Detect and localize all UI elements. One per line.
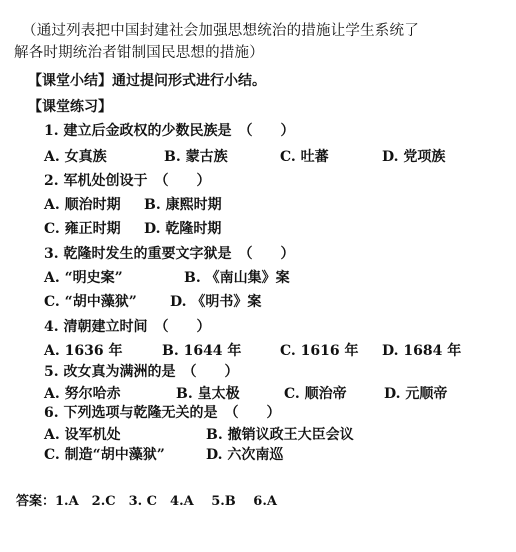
question-1-option-a: A. 女真族 — [44, 149, 107, 165]
question-6-option-b: B. 撤销议政王大臣会议 — [206, 427, 354, 443]
question-5-option-a: A. 努尔哈赤 — [44, 386, 121, 402]
question-4-option-c: C. 1616 年 — [280, 343, 359, 359]
question-4-option-d: D. 1684 年 — [382, 343, 462, 359]
class-summary: 【课堂小结】通过提问形式进行小结。 — [28, 73, 266, 89]
intro-line-1: （通过列表把中国封建社会加强思想统治的措施让学生系统了 — [22, 23, 419, 39]
question-3-stem: 3. 乾隆时发生的重要文字狱是 （ ） — [44, 246, 295, 262]
question-2-option-d: D. 乾隆时期 — [144, 221, 222, 237]
question-3-option-c: C. “胡中藻狱” — [44, 294, 137, 310]
question-6-option-d: D. 六次南巡 — [206, 447, 284, 463]
question-5-option-c: C. 顺治帝 — [284, 386, 347, 402]
question-5-option-b: B. 皇太极 — [176, 386, 240, 402]
question-5-stem: 5. 改女真为满洲的是 （ ） — [44, 364, 239, 380]
question-4-stem: 4. 清朝建立时间 （ ） — [44, 319, 211, 335]
answer-key: 答案：1.A 2.C 3. C 4.A 5.B 6.A — [16, 494, 277, 509]
question-6-stem: 6. 下列选项与乾隆无关的是 （ ） — [44, 405, 281, 421]
question-3-option-a: A. “明史案” — [44, 270, 123, 286]
question-4-option-a: A. 1636 年 — [44, 343, 123, 359]
question-6-option-a: A. 设军机处 — [44, 427, 121, 443]
question-6-option-c: C. 制造“胡中藻狱” — [44, 447, 165, 463]
question-2-option-c: C. 雍正时期 — [44, 221, 121, 237]
question-2-stem: 2. 军机处创设于 （ ） — [44, 173, 211, 189]
practice-heading: 【课堂练习】 — [28, 99, 112, 115]
question-3-option-b: B. 《南山集》案 — [184, 270, 290, 286]
question-1-option-d: D. 党项族 — [382, 149, 446, 165]
intro-line-2: 解各时期统治者钳制国民思想的措施） — [14, 45, 264, 61]
question-1-option-c: C. 吐蕃 — [280, 149, 329, 165]
question-2-option-a: A. 顺治时期 — [44, 197, 121, 213]
question-5-option-d: D. 元顺帝 — [384, 386, 448, 402]
question-1-option-b: B. 蒙古族 — [164, 149, 228, 165]
question-2-option-b: B. 康熙时期 — [144, 197, 222, 213]
question-3-option-d: D. 《明书》案 — [170, 294, 262, 310]
question-4-option-b: B. 1644 年 — [162, 343, 242, 359]
question-1-stem: 1. 建立后金政权的少数民族是 （ ） — [44, 123, 295, 139]
